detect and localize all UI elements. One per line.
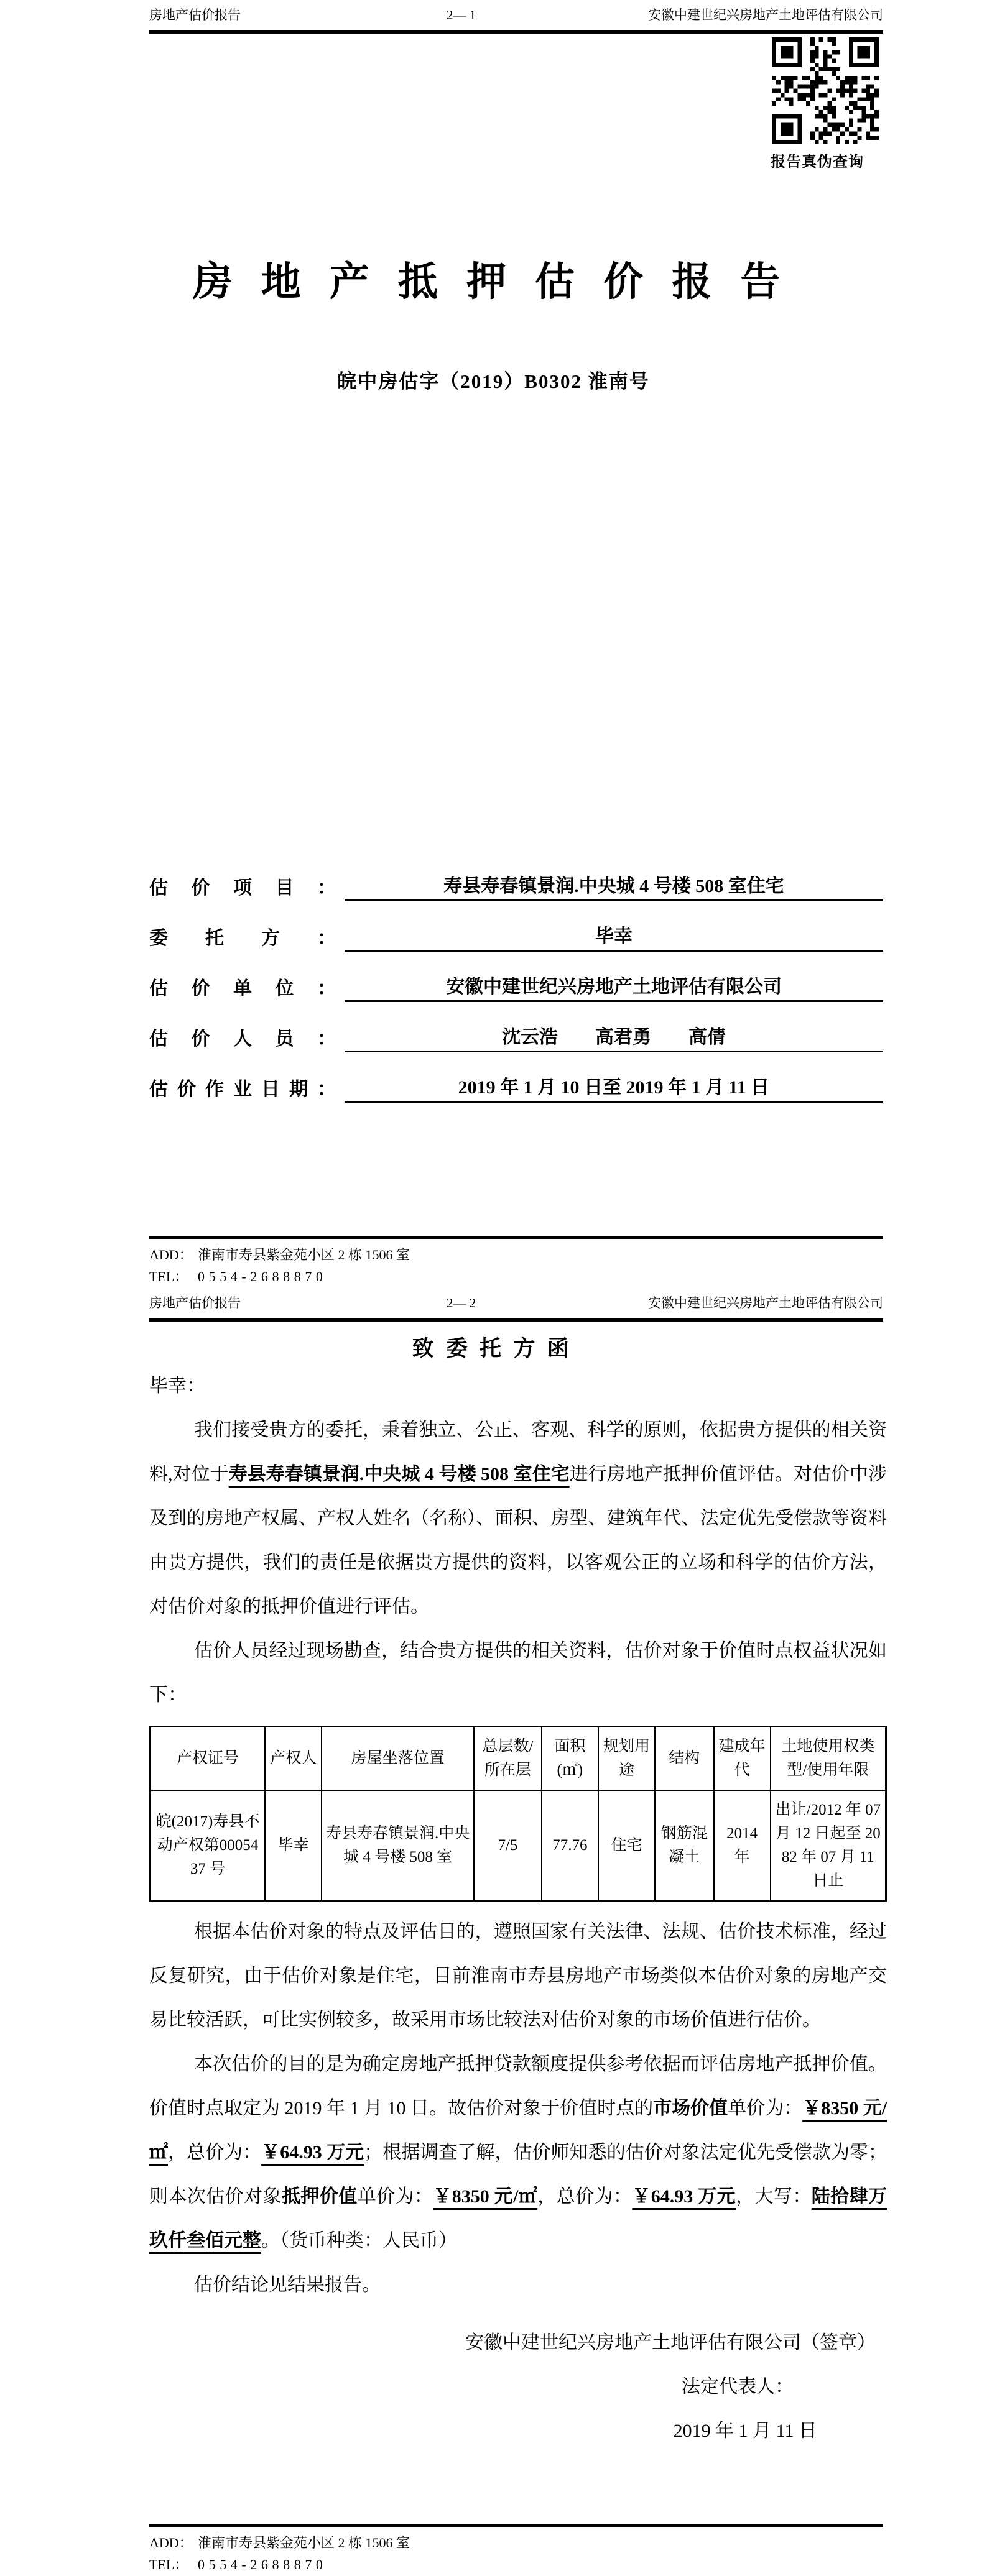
appraisal-table: [149, 1726, 887, 1902]
table-header-row: [151, 1727, 886, 1791]
address-label: ADD：: [149, 2535, 193, 2551]
page-footer: [149, 2524, 883, 2575]
page-2: [0, 1288, 987, 2576]
cell-structure: 钢筋混凝土: [655, 1790, 714, 1902]
cell-year: 2014 年: [714, 1790, 771, 1902]
col-header-land-use: 土地使用权类型/使用年限: [771, 1727, 886, 1791]
letter-body: [149, 1364, 887, 2453]
field-row-appraisers: [149, 1021, 883, 1052]
paragraph-1: 我们接受贵方的委托，秉着独立、公正、客观、科学的原则，依据贵方提供的相关资料,对位于寿县寿春镇景润.中央城 4 号楼 508 室住宅进行房地产抵押价值评估。对估价中涉及到的房地产权属、产权人姓名（名称）、面积、房型、建筑年代、法定优先受偿款等资料由贵方提供，我们的责任是依据贵方提供的资料，以客观公正的立场和科学的估价方法，对估价对象的抵押价值进行评估。: [149, 1420, 887, 1617]
col-header-location: 房屋坐落位置: [322, 1727, 474, 1791]
col-header-area: 面积(㎡): [542, 1727, 598, 1791]
address-value: 淮南市寿县紫金苑小区 2 栋 1506 室: [198, 1247, 410, 1263]
address-line: [149, 1244, 883, 1266]
company-name: 安徽中建世纪兴房地产土地评估有限公司: [648, 1295, 883, 1310]
qr-code: [772, 37, 879, 144]
field-row-agency: [149, 971, 883, 1002]
col-header-cert-no: 产权证号: [151, 1727, 266, 1791]
col-header-structure: 结构: [655, 1727, 714, 1791]
field-label: 估价作业日期：: [149, 1079, 336, 1100]
address-line: [149, 2532, 883, 2554]
address-value: 淮南市寿县紫金苑小区 2 栋 1506 室: [198, 2535, 410, 2551]
signature-block: [149, 2321, 887, 2453]
col-header-floors: 总层数/所在层: [474, 1727, 542, 1791]
fields-block: [149, 870, 883, 1122]
page-header: [149, 1295, 883, 1322]
field-label: 委托方：: [149, 928, 336, 949]
cell-floors: 7/5: [474, 1790, 542, 1902]
page-header: [149, 7, 883, 34]
report-number: 皖中房估字（2019）B0302 淮南号: [337, 370, 650, 392]
page-footer: [149, 1236, 883, 1287]
phone-value: 0554-2688870: [198, 1269, 327, 1284]
cell-cert-no: 皖(2017)寿县不动产权第0005437 号: [151, 1790, 266, 1902]
signature-legal-rep: 法定代表人：: [682, 2376, 794, 2397]
company-name: 安徽中建世纪兴房地产土地评估有限公司: [648, 7, 883, 22]
phone-label: TEL：: [149, 2557, 188, 2572]
cell-location: 寿县寿春镇景润.中央城 4 号楼 508 室: [322, 1790, 474, 1902]
cell-owner: 毕幸: [265, 1790, 322, 1902]
field-label: 估价项目：: [149, 878, 336, 898]
field-value: 2019 年 1 月 10 日至 2019 年 1 月 11 日: [345, 1072, 883, 1103]
field-label: 估价单位：: [149, 978, 336, 999]
field-row-client: [149, 921, 883, 952]
phone-value: 0554-2688870: [198, 2557, 327, 2572]
letter-title: 致委托方函: [412, 1336, 581, 1361]
phone-line: [149, 1266, 883, 1287]
field-row-work-date: [149, 1072, 883, 1103]
col-header-owner: 产权人: [265, 1727, 322, 1791]
field-value: 安徽中建世纪兴房地产土地评估有限公司: [345, 971, 883, 1002]
page-number: 2— 2: [446, 1295, 476, 1310]
paragraph-5: 估价结论见结果报告。: [194, 2275, 381, 2295]
cell-area: 77.76: [542, 1790, 598, 1902]
field-value: 毕幸: [345, 921, 883, 952]
signature-date: 2019 年 1 月 11 日: [673, 2421, 817, 2441]
field-row-project: [149, 870, 883, 901]
col-header-use: 规划用途: [598, 1727, 655, 1791]
qr-caption: 报告真伪查询: [771, 154, 864, 170]
field-label: 估价人员：: [149, 1029, 336, 1049]
table-row: [151, 1790, 886, 1902]
col-header-year: 建成年代: [714, 1727, 771, 1791]
salutation: 毕幸：: [149, 1376, 205, 1396]
address-label: ADD：: [149, 1247, 193, 1263]
field-value: 寿县寿春镇景润.中央城 4 号楼 508 室住宅: [345, 870, 883, 901]
signature-company: 安徽中建世纪兴房地产土地评估有限公司（签章）: [465, 2332, 876, 2353]
paragraph-2: 估价人员经过现场勘查，结合贵方提供的相关资料，估价对象于价值时点权益状况如下：: [149, 1640, 887, 1705]
main-title: 房地产抵押估价报告: [192, 260, 809, 304]
cell-land-use: 出让/2012 年 07 月 12 日起至 2082 年 07 月 11 日止: [771, 1790, 886, 1902]
paragraph-4: 本次估价的目的是为确定房地产抵押贷款额度提供参考依据而评估房地产抵押价值。价值时点取定为 2019 年 1 月 10 日。故估价对象于价值时点的市场价值单价为：￥8350 元/㎡，总价为：￥64.93 万元；根据调查了解，估价师知悉的估价对象法定优先受偿款为零；则本次估价对象抵押价值单价为：￥8350 元/㎡，总价为：￥64.93 万元，大写：陆拾肆万玖仟叁佰元整。（货币种类：人民币）: [149, 2054, 887, 2251]
field-value: 沈云浩 高君勇 高倩: [345, 1021, 883, 1052]
report-type-label: 房地产估价报告: [149, 7, 241, 22]
phone-label: TEL：: [149, 1269, 188, 1284]
page-number: 2— 1: [446, 7, 476, 22]
paragraph-3: 根据本估价对象的特点及评估目的，遵照国家有关法律、法规、估价技术标准，经过反复研究，由于估价对象是住宅，目前淮南市寿县房地产市场类似本估价对象的房地产交易比较活跃，可比实例较多，故采用市场比较法对估价对象的市场价值进行估价。: [149, 1921, 887, 2030]
cell-use: 住宅: [598, 1790, 655, 1902]
phone-line: [149, 2554, 883, 2575]
report-type-label: 房地产估价报告: [149, 1295, 241, 1310]
